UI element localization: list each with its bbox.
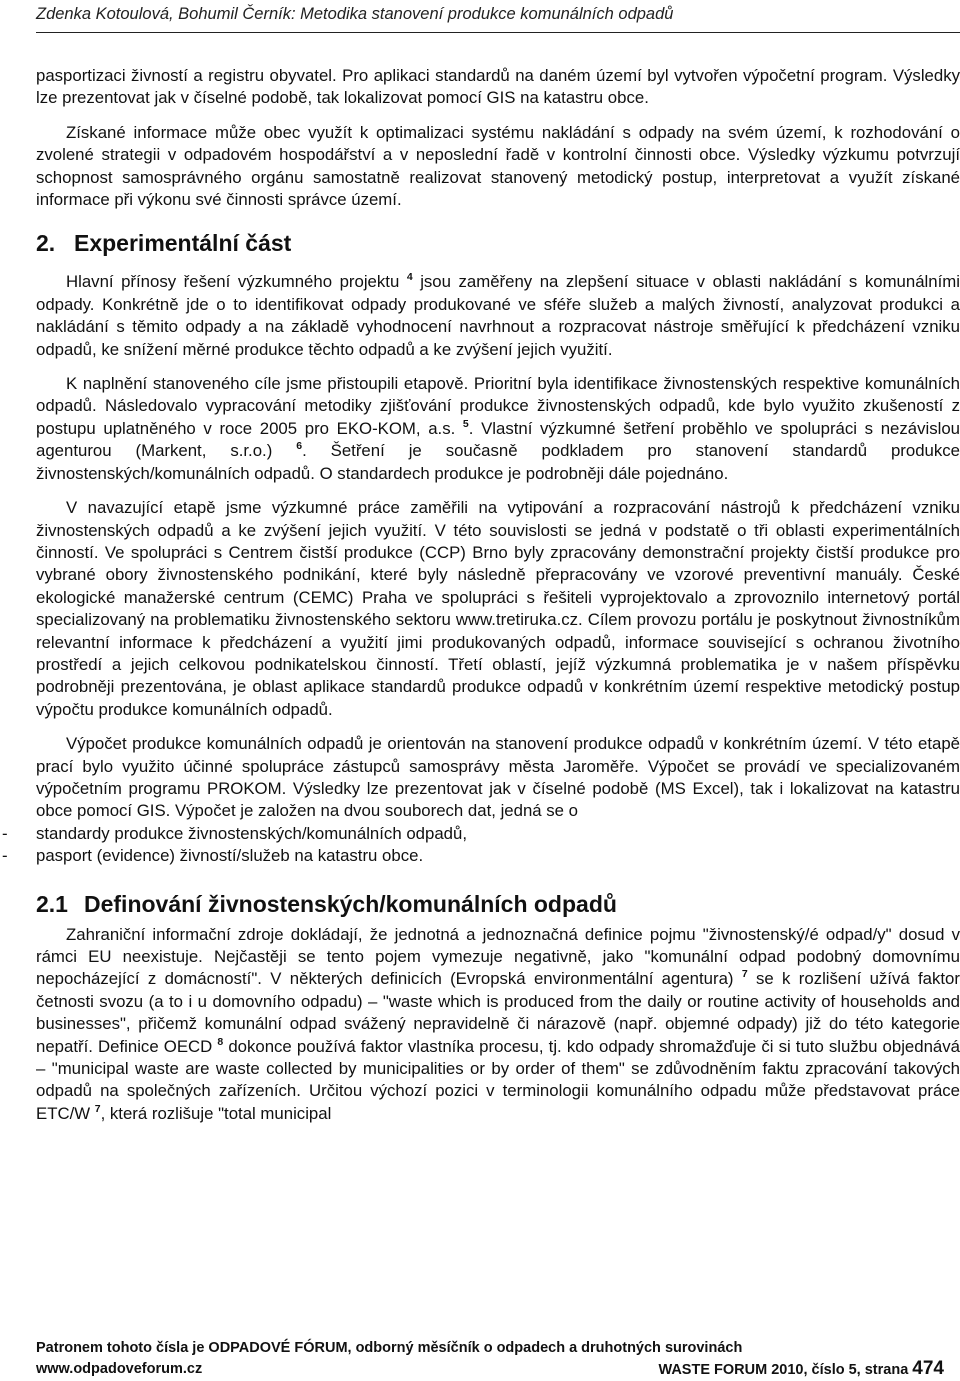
page-number: 474: [912, 1358, 944, 1379]
subsection-heading-definition: [36, 890, 960, 918]
list-item-text: standardy produkce živnostenských/komunálních odpadů,: [36, 823, 467, 843]
paragraph-prevention-tools: V navazující etapě jsme výzkumné práce zaměřili na vytipování a rozpracování nástrojů k předcházení vzniku živnostenských odpadů a ke zvýšení jejich využití. V této souvislosti se jedná v podstatě o tři oblasti experimentálních činností. Ve spolupráci s Centrem čistší produkce (CCP) Brno byly zpracovány demonstrační projekty čistší produkce pro vybrané obory živnostenského podnikání, které byly následně přepracovány ve vzorové preventivní manuály. České ekologické manažerské centrum (CEMC) Praha ve spolupráci s řešiteli vyprojektovalo a zprovoznilo internetový portál specializovaný na problematiku živnostenského sektoru www.tretiruka.cz. Cílem provozu portálu je poskytnout živnostníkům relevantní informace k předcházení a využití jimi produkovaných odpadů, informace související s ochranou životního prostředí a jejich celkovou podnikatelskou činností. Třetí oblastí, jejíž výzkumná problematika je v našem příspěvku podrobněji prezentována, je oblast aplikace standardů produkce odpadů v konkrétním území respektive metodický postup výpočtu produkce komunálních odpadů.: [36, 498, 960, 719]
text-fragment: dokonce používá faktor vlastníka procesu, tj. kdo odpady shromažďuje či si tuto službu objednává – "municipal waste are waste collected by municipalities or by order of them" se zdůvodněním faktu zpracování takových odpadů na společných zařízeních. Určitou výchozí pozici v terminologii komunálního odpadu může představovat práce ETC/W: [36, 1036, 960, 1123]
paragraph-benefits-for-municipality: Získané informace může obec využít k optimalizaci systému nakládání s odpady na svém území, k rozhodování o zvolené strategii v odpadovém hospodářství a v neposlední řadě v kontrolní činnosti obce. Výsledky výzkumu potvrzují schopnost samosprávného orgánu samostatně realizovat stanovený metodický postup, interpretovat a využít získané informace při výkonu své činnosti správce území.: [36, 122, 960, 210]
paragraph-project-goals: [36, 271, 960, 361]
text-fragment: , která rozlišuje "total municipal: [100, 1103, 332, 1123]
text-fragment: K naplnění stanoveného cíle jsme přistoupili etapově. Prioritní byla identifikace živnostenských respektive komunálních odpadů. Následovalo vypracování metodiky zjišťování produkce živnostenských odpadů, kde bylo využito zkušeností z postupu uplatněného v roce 2005 pro EKO-KOM, a.s.: [36, 374, 960, 438]
document-body: [2, 65, 960, 1125]
list-item: [2, 823, 960, 845]
subsection-title: Definování živnostenských/komunálních odpadů: [84, 890, 617, 917]
footer-bottom-line: [36, 1360, 944, 1378]
footer-issue-info: [658, 1360, 944, 1379]
text-fragment: se k rozlišení užívá faktor četnosti svozu (a to i u domovního odpadu) – "waste which is produced from the daily or routine activity of households and businesses", přičemž komunální odpad svážený nepravidelně či nárazově (např. objemné odpady) již do této kategorie nepatří. Definice OECD: [36, 969, 960, 1056]
running-header: Zdenka Kotoulová, Bohumil Černík: Metodika stanovení produkce komunálních odpadů: [36, 5, 674, 23]
footnote-ref[interactable]: 8: [217, 1035, 224, 1048]
footer-patron: Patronem tohoto čísla je ODPADOVÉ FÓRUM, odborný měsíčník o odpadech a druhotných surovinách: [36, 1340, 743, 1356]
footnote-ref[interactable]: 5: [462, 417, 469, 430]
list-dash: -: [2, 823, 8, 843]
subsection-number: 2.1: [36, 890, 68, 917]
list-item: [2, 845, 960, 867]
header-divider: [36, 32, 960, 33]
data-sets-list: [2, 823, 960, 868]
footnote-ref[interactable]: 7: [94, 1102, 101, 1115]
paragraph-definitions: [36, 924, 960, 1126]
text-fragment: jsou zaměřeny na zlepšení situace v oblasti nakládání s komunálními odpady. Konkrétně jde o to identifikovat odpady produkované ve sféře služeb a malých živností, analyzovat produkci a nakládání s těmito odpady a na základě vyhodnocení navrhnout a rozpracovat nástroje směřující k předcházení vzniku odpadů, ke snížení měrné produkce těchto odpadů a ke zvýšení jejich využití.: [36, 272, 960, 359]
section-heading-experimental: [36, 229, 960, 257]
section-number: 2.: [36, 230, 56, 257]
text-fragment: Zahraniční informační zdroje dokládají, že jednotná a jednoznačná definice pojmu "živnostenský/é odpad/y" dosud v rámci EU neexistuje. Nejčastěji se tento pojem vymezuje negativně, jako "komunální odpad podobný domovnímu nepocházející z domácností". V některých definicích (Evropská environmentální agentura): [36, 924, 960, 989]
paragraph-stages: [36, 373, 960, 485]
list-item-text: pasport (evidence) živností/služeb na katastru obce.: [36, 846, 424, 866]
paragraph-calculation: Výpočet produkce komunálních odpadů je orientován na stanovení produkce odpadů v konkrétním území. V této etapě prací bylo využito účinné spolupráce zástupců samosprávy města Jaroměře. Výpočet se provádí ve specializovaném výpočetním programu PROKOM. Výsledky lze prezentovat jak v číselné podobě (MS Excel), tak i lokalizovat na katastru obce pomocí GIS. Výpočet je založen na dvou souborech dat, jedná se o: [36, 734, 960, 821]
text-fragment: Hlavní přínosy řešení výzkumného projektu: [66, 272, 407, 292]
footnote-ref[interactable]: 6: [296, 440, 303, 453]
list-dash: -: [2, 846, 8, 866]
footnote-ref[interactable]: 7: [741, 968, 748, 981]
section-title: Experimentální část: [74, 230, 292, 257]
paragraph-continuation: pasportizaci živností a registru obyvatel. Pro aplikaci standardů na daném území byl vytvořen výpočetní program. Výsledky lze prezentovat jak v číselné podobě, tak lokalizovat pomocí GIS na katastru obce.: [36, 66, 960, 108]
issue-label: WASTE FORUM 2010, číslo 5, strana: [658, 1362, 909, 1378]
footnote-ref[interactable]: 4: [406, 271, 413, 284]
footer-website-link[interactable]: www.odpadoveforum.cz: [36, 1361, 203, 1377]
text-fragment: . Šetření je současně podkladem pro stanovení standardů produkce živnostenských/komunálních odpadů. O standardech produkce je podrobněji dále pojednáno.: [36, 441, 960, 483]
text-fragment: . Vlastní výzkumné šetření proběhlo ve spolupráci s nezávislou agenturou (Markent, s.r.o.): [36, 418, 960, 461]
